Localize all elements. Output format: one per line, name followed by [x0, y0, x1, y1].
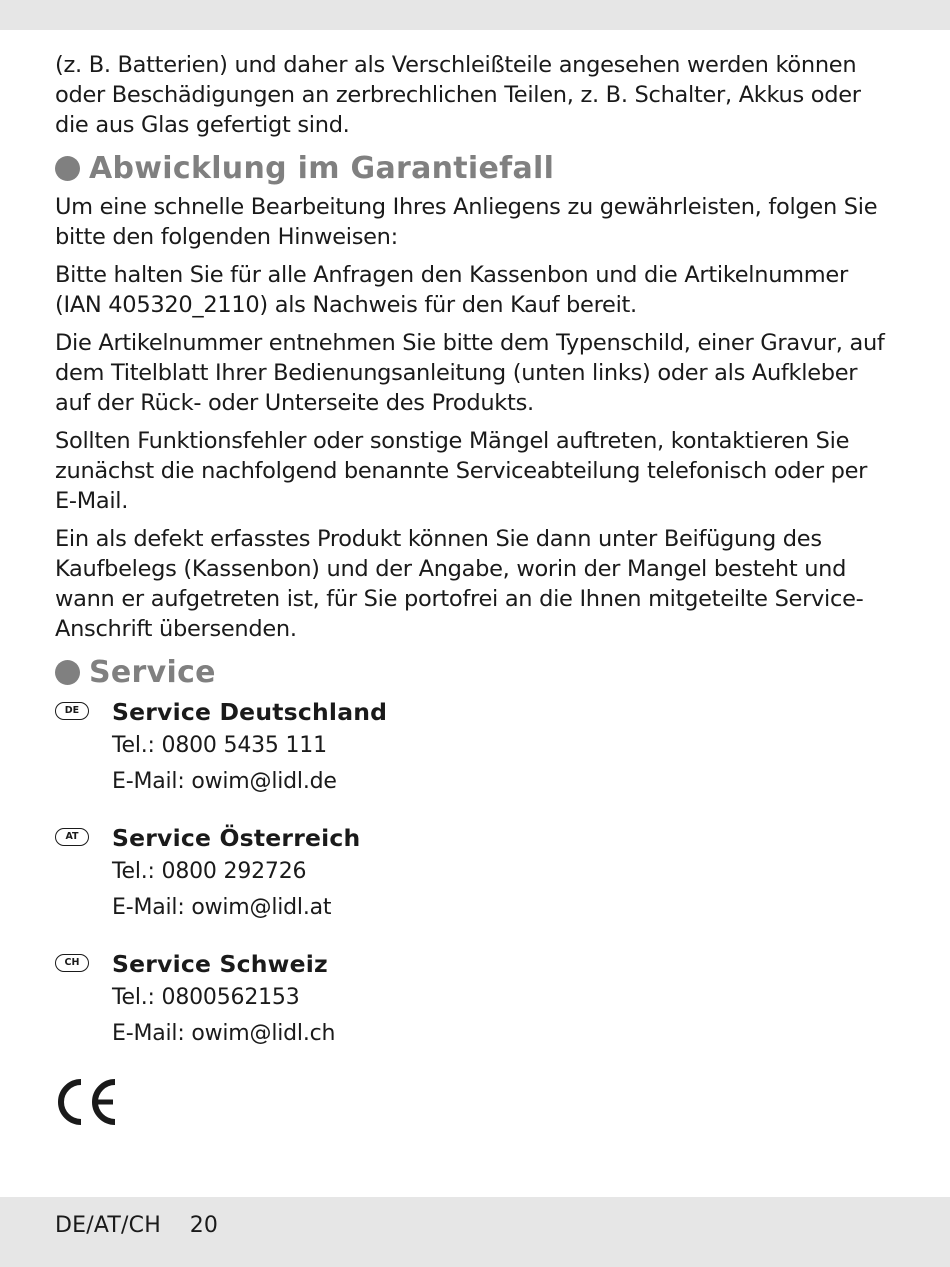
- service-entry-at: [55, 822, 895, 926]
- service-tel: Tel.: 0800 292726: [112, 859, 307, 884]
- service-entry-ch: [55, 948, 895, 1052]
- garantie-paragraph: Die Artikelnummer entnehmen Sie bitte dem Typenschild, einer Gravur, auf dem Titelblatt Ihrer Bedienungsanleitung (unten links) oder als Aufkleber auf der Rück- oder Unterseite des Produkts.: [55, 330, 885, 416]
- bullet-icon: [55, 660, 80, 685]
- ce-mark-icon: [55, 1074, 895, 1130]
- country-badge-ch: CH: [55, 954, 89, 972]
- garantie-heading-text: Abwicklung im Garantiefall: [89, 150, 555, 186]
- intro-paragraph: (z. B. Batterien) und daher als Verschleißteile angesehen werden können oder Beschädigungen an zerbrechlichen Teilen, z. B. Schalter, Akkus oder die aus Glas gefertigt sind.: [55, 52, 861, 138]
- service-email: E-Mail: owim@lidl.ch: [112, 1021, 336, 1046]
- page-footer: DE/AT/CH 20: [55, 1213, 219, 1238]
- country-badge-de: DE: [55, 702, 89, 720]
- bullet-icon: [55, 156, 80, 181]
- page-content: [55, 50, 895, 1130]
- garantie-paragraph: Um eine schnelle Bearbeitung Ihres Anliegens zu gewährleisten, folgen Sie bitte den folgenden Hinweisen:: [55, 194, 878, 250]
- garantie-paragraph: Bitte halten Sie für alle Anfragen den Kassenbon und die Artikelnummer (IAN 405320_2110) als Nachweis für den Kauf bereit.: [55, 262, 848, 318]
- service-title: Service Österreich: [112, 824, 361, 852]
- garantie-paragraph: Ein als defekt erfasstes Produkt können Sie dann unter Beifügung des Kaufbelegs (Kassenbon) und der Angabe, worin der Mangel besteht und wann er aufgetreten ist, für Sie portofrei an die Ihnen mitgeteilte Service-Anschrift übersenden.: [55, 526, 864, 642]
- service-entry-de: [55, 696, 895, 800]
- country-badge-at: AT: [55, 828, 89, 846]
- service-heading-text: Service: [89, 654, 216, 690]
- garantie-heading: [55, 148, 895, 188]
- service-title: Service Schweiz: [112, 950, 328, 978]
- service-tel: Tel.: 0800562153: [112, 985, 300, 1010]
- service-heading: [55, 652, 895, 692]
- service-email: E-Mail: owim@lidl.at: [112, 895, 332, 920]
- service-tel: Tel.: 0800 5435 111: [112, 733, 327, 758]
- service-title: Service Deutschland: [112, 698, 388, 726]
- top-band: [0, 0, 950, 30]
- garantie-paragraph: Sollten Funktionsfehler oder sonstige Mängel auftreten, kontaktieren Sie zunächst die nachfolgend benannte Serviceabteilung telefonisch oder per E-Mail.: [55, 428, 868, 514]
- service-email: E-Mail: owim@lidl.de: [112, 769, 337, 794]
